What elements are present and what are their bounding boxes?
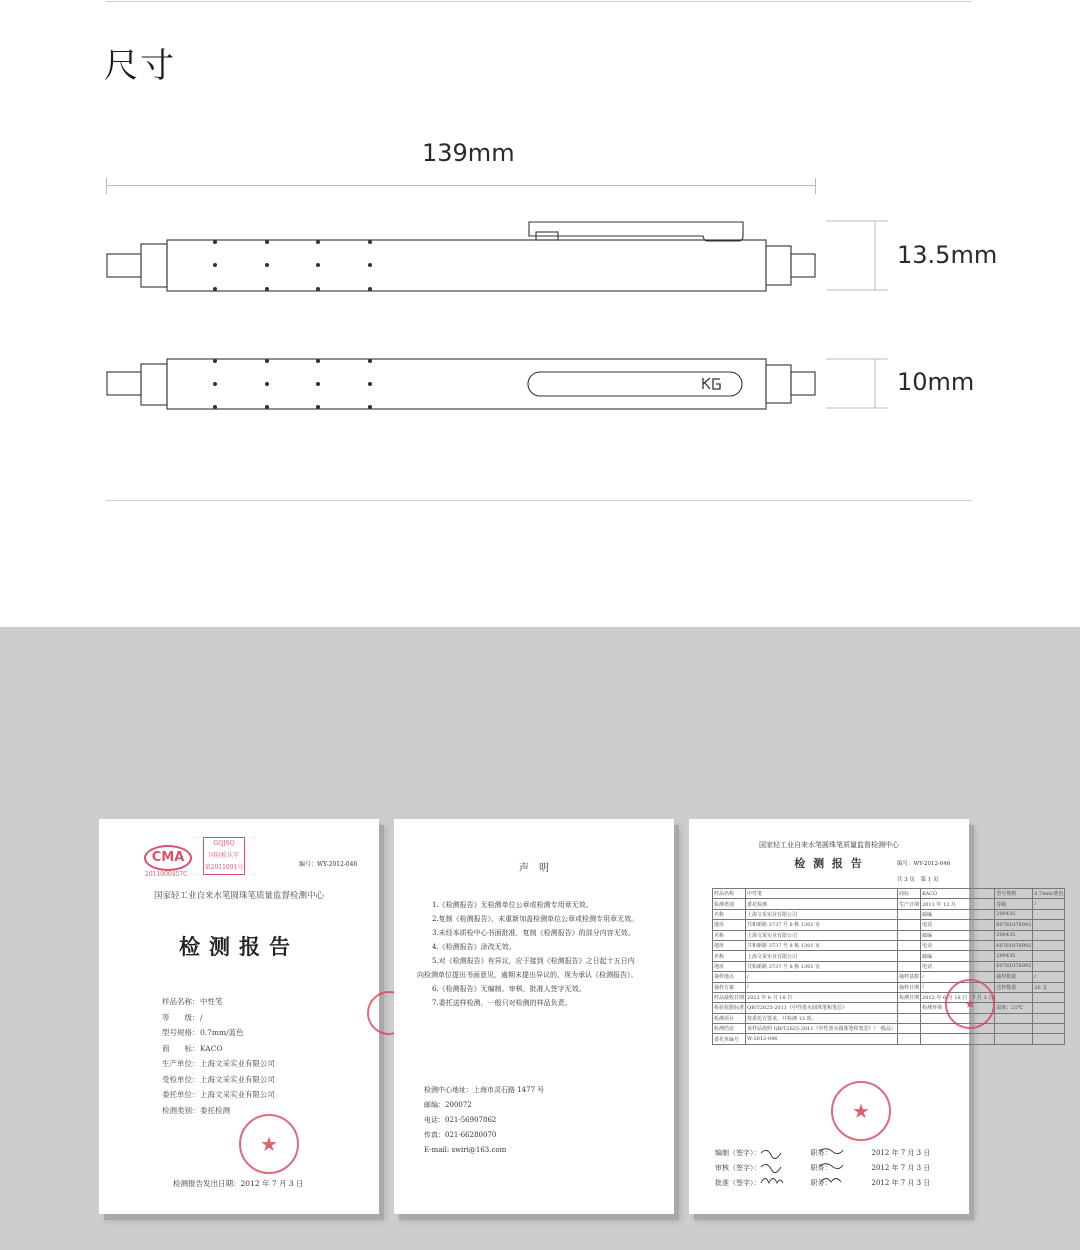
qs-stamp-line: GQJSQ bbox=[213, 840, 235, 847]
statement-item: 7.委托送样检测，一般只对检测的样品负责。 bbox=[432, 999, 572, 1007]
detail-table-cell bbox=[1033, 992, 1065, 1002]
field-row: 样品名称：中性笔 bbox=[162, 997, 223, 1006]
pen-grip-dots bbox=[213, 240, 372, 409]
detail-table-row bbox=[713, 1034, 1065, 1044]
statement-title: 声 明 bbox=[519, 863, 549, 874]
statement-item: 1.《检测报告》无检测单位公章或检测专用章无效。 bbox=[432, 901, 593, 909]
detail-table-row bbox=[713, 961, 1065, 971]
field-row: 受检单位：上海文采实业有限公司 bbox=[162, 1075, 275, 1084]
detail-table-row bbox=[713, 951, 1065, 961]
detail-table-cell: 上海文采实业有限公司 bbox=[746, 909, 898, 919]
detail-table-cell bbox=[898, 1034, 921, 1044]
detail-table-cell bbox=[995, 1013, 1033, 1023]
detail-table-cell: 名称 bbox=[713, 951, 746, 961]
contact-line: E-mail: swiri@163.com bbox=[424, 1146, 507, 1154]
cma-number: 2011000457C bbox=[145, 871, 188, 878]
detail-table-cell: 电话 bbox=[921, 961, 995, 971]
detail-table-cell: 检测日期 bbox=[898, 992, 921, 1002]
signature-row: 编制（签字）： 职务： 2012 年 7 月 3 日 bbox=[715, 1149, 931, 1157]
detail-table-cell: 20 支 bbox=[1033, 982, 1065, 992]
height-with-clip-label: 13.5mm bbox=[897, 241, 998, 269]
report-org: 国家轻工业自来水笔圆珠笔质量监督检测中心 bbox=[153, 891, 324, 901]
detail-table-cell bbox=[995, 1034, 1033, 1044]
statement-item: 2.复制《检测报告》，未重新加盖检测单位公章或检测专用章无效。 bbox=[432, 915, 639, 923]
contact-line: 邮编：200072 bbox=[424, 1101, 472, 1109]
detail-page-number: 共 3 页 第 1 页 bbox=[897, 877, 939, 883]
detail-table-cell: 名称 bbox=[713, 909, 746, 919]
detail-table-cell: 抽样方案 bbox=[713, 982, 746, 992]
detail-table-cell: / bbox=[921, 972, 995, 982]
report-serial: 编号：WY-2012-046 bbox=[299, 861, 358, 868]
detail-table-cell bbox=[995, 992, 1033, 1002]
section-title: 尺寸 bbox=[104, 46, 176, 86]
detail-table-cell bbox=[898, 930, 921, 940]
statement-item: 5.对《检测报告》有异议，应于接到《检测报告》之日起十五日内 bbox=[432, 957, 635, 965]
detail-table-cell bbox=[898, 961, 921, 971]
detail-table-cell: 送样数量 bbox=[995, 982, 1033, 992]
field-row: 等 级：/ bbox=[162, 1013, 203, 1022]
detail-table-cell: 名称 bbox=[713, 930, 746, 940]
length-tick-right bbox=[815, 178, 816, 194]
statement-item: 6.《检测报告》无编制、审核、批准人签字无效。 bbox=[432, 985, 586, 993]
report-title: 检测报告 bbox=[179, 934, 299, 959]
report-cover-page bbox=[99, 819, 379, 1214]
detail-table-cell: / bbox=[1033, 899, 1065, 909]
detail-table-cell bbox=[1033, 951, 1065, 961]
detail-table-cell: 委托检测 bbox=[746, 899, 898, 909]
detail-table-cell: 邮编 bbox=[921, 909, 995, 919]
contact-line: 电话：021-56907862 bbox=[424, 1116, 497, 1124]
detail-table-cell: 检测环境 bbox=[921, 1003, 995, 1013]
detail-seal-edge: ★ bbox=[945, 979, 995, 1029]
detail-table-cell bbox=[1033, 961, 1065, 971]
statement-item: 向检测单位提出书面意见，逾期未提出异议的，视为承认《检测报告》。 bbox=[417, 971, 638, 979]
detail-table-cell: 检测类别 bbox=[713, 899, 746, 909]
detail-table-cell bbox=[898, 940, 921, 950]
detail-table-cell bbox=[1033, 1013, 1065, 1023]
detail-table-cell: 电话 bbox=[921, 920, 995, 930]
pen-side-view bbox=[107, 222, 815, 291]
detail-table-cell: 200435 bbox=[995, 930, 1033, 940]
detail-table-cell: 60761076992 bbox=[995, 940, 1033, 950]
detail-table-cell bbox=[898, 951, 921, 961]
detail-table-row bbox=[713, 1013, 1065, 1023]
height-dimension-lines bbox=[826, 221, 888, 408]
detail-table-cell: 抽样数量 bbox=[995, 972, 1033, 982]
detail-table-row bbox=[713, 920, 1065, 930]
field-row: 检测类别：委托检测 bbox=[162, 1106, 230, 1115]
detail-table-cell: / bbox=[746, 982, 898, 992]
detail-table-cell: 2012 年 6 月 18 日 bbox=[746, 992, 898, 1002]
detail-table-cell bbox=[1033, 1003, 1065, 1013]
length-label: 139mm bbox=[422, 139, 515, 167]
contact-line: 传真：021-66280070 bbox=[424, 1131, 497, 1139]
detail-table-cell: 等级 bbox=[995, 899, 1033, 909]
statement-item: 4.《检测报告》涂改无效。 bbox=[432, 943, 516, 951]
detail-table-cell: / bbox=[921, 982, 995, 992]
signature-row: 审核（签字）： 职务： 2012 年 7 月 3 日 bbox=[715, 1164, 931, 1172]
detail-table-cell: 样品接收日期 bbox=[713, 992, 746, 1002]
contact-line: 检测中心地址：上海市灵石路 1477 号 bbox=[424, 1086, 545, 1094]
detail-table-cell: 2012 年 6 月 18 日 - 7 月 3 日 bbox=[921, 992, 995, 1002]
detail-table-cell bbox=[1033, 940, 1065, 950]
detail-table-cell bbox=[898, 1003, 921, 1013]
detail-table-cell: 温度：21℃ bbox=[995, 1003, 1033, 1013]
detail-table bbox=[712, 888, 1065, 1045]
detail-table-row bbox=[713, 940, 1065, 950]
detail-table-row bbox=[713, 909, 1065, 919]
statement-page bbox=[394, 819, 674, 1214]
detail-table-cell: 200435 bbox=[995, 909, 1033, 919]
detail-table-cell: 该样品按照 QB/T2625-2011《中性墨水圆珠笔和笔芯》（一般品） bbox=[746, 1024, 898, 1034]
length-tick-left bbox=[106, 178, 107, 194]
detail-table-cell: 检测项目 bbox=[713, 1013, 746, 1023]
detail-table-row bbox=[713, 889, 1065, 899]
detail-table-cell: 邮编 bbox=[921, 930, 995, 940]
bottom-divider bbox=[106, 500, 972, 501]
body-height-label: 10mm bbox=[897, 368, 975, 396]
detail-table-row bbox=[713, 1024, 1065, 1034]
handwritten-signatures bbox=[759, 1145, 889, 1195]
signature-row: 批准（签字）： 职务： 2012 年 7 月 3 日 bbox=[715, 1179, 931, 1187]
detail-table-cell: 按委托方要求，共检测 13 项。 bbox=[746, 1013, 898, 1023]
cma-logo: CMA bbox=[144, 845, 192, 871]
detail-table-cell: / bbox=[746, 972, 898, 982]
detail-table-cell bbox=[1033, 1024, 1065, 1034]
detail-org: 国家轻工业自来水笔圆珠笔质量监督检测中心 bbox=[759, 841, 899, 849]
detail-table-cell: 地址 bbox=[713, 940, 746, 950]
detail-table-cell bbox=[1033, 920, 1065, 930]
detail-table-row bbox=[713, 899, 1065, 909]
top-divider bbox=[106, 1, 972, 2]
qs-stamp-line: 国轻检认字 bbox=[208, 852, 239, 859]
detail-serial: 编号：WY-2012-046 bbox=[897, 861, 951, 867]
detail-table-cell: W-2012-046 bbox=[746, 1034, 898, 1044]
detail-table-cell: 抽样日期 bbox=[898, 982, 921, 992]
detail-table-cell: 生产日期 bbox=[898, 899, 921, 909]
report-detail-page bbox=[689, 819, 1064, 1214]
statement-item: 3.未经本质检中心书面批准，复制《检测报告》的部分内容无效。 bbox=[432, 929, 635, 937]
detail-table-cell: 商标 bbox=[898, 889, 921, 899]
detail-table-cell: 共和新路 3737 号 8 栋 1301 室 bbox=[746, 940, 898, 950]
detail-table-cell: 共和新路 3737 号 8 栋 1301 室 bbox=[746, 920, 898, 930]
detail-table-row bbox=[713, 930, 1065, 940]
detail-table-cell bbox=[1033, 930, 1065, 940]
detail-table-cell: KACO bbox=[921, 889, 995, 899]
detail-table-cell: 邮编 bbox=[921, 951, 995, 961]
detail-table-cell: 地址 bbox=[713, 961, 746, 971]
detail-table-row bbox=[713, 982, 1065, 992]
qs-stamp-line: 第2011091号 bbox=[204, 864, 244, 871]
issue-date: 检测报告发出日期：2012 年 7 月 3 日 bbox=[173, 1179, 304, 1188]
detail-table-cell bbox=[898, 1024, 921, 1034]
detail-table-cell: 200435 bbox=[995, 951, 1033, 961]
detail-table-cell: 地址 bbox=[713, 920, 746, 930]
detail-table-cell: 60761076992 bbox=[995, 920, 1033, 930]
detail-table-row bbox=[713, 972, 1065, 982]
detail-table-cell bbox=[1033, 909, 1065, 919]
detail-table-cell bbox=[1033, 1034, 1065, 1044]
detail-table-cell bbox=[921, 1034, 995, 1044]
detail-table-cell: 检验依据标准 bbox=[713, 1003, 746, 1013]
detail-table-cell: 抽样基数 bbox=[898, 972, 921, 982]
detail-table-cell bbox=[898, 909, 921, 919]
qs-stamp bbox=[203, 837, 245, 875]
detail-table-cell: 上海文采实业有限公司 bbox=[746, 930, 898, 940]
detail-table-cell: 抽样地点 bbox=[713, 972, 746, 982]
detail-table-cell: 电话 bbox=[921, 940, 995, 950]
length-dimension-line bbox=[106, 185, 816, 186]
official-seal: ★ bbox=[239, 1114, 299, 1174]
detail-table-row bbox=[713, 992, 1065, 1002]
field-row: 型号规格：0.7mm/蓝色 bbox=[162, 1028, 244, 1037]
detail-table-row bbox=[713, 1003, 1065, 1013]
detail-table-cell: 委托单编号 bbox=[713, 1034, 746, 1044]
detail-table-cell: 共和新路 3737 号 8 栋 1301 室 bbox=[746, 961, 898, 971]
detail-table-cell: 样品名称 bbox=[713, 889, 746, 899]
detail-table-cell bbox=[995, 1024, 1033, 1034]
field-row: 委托单位：上海文采实业有限公司 bbox=[162, 1090, 275, 1099]
field-row: 生产单位：上海文采实业有限公司 bbox=[162, 1059, 275, 1068]
detail-seal: ★ bbox=[831, 1081, 891, 1141]
detail-table-cell: 型号规格 bbox=[995, 889, 1033, 899]
detail-table-cell: 2011 年 12 月 bbox=[921, 899, 995, 909]
detail-table-cell: QB/T2625-2011《中性墨水圆珠笔和笔芯》 bbox=[746, 1003, 898, 1013]
detail-table-cell bbox=[898, 1013, 921, 1023]
detail-table-cell: 上海文采实业有限公司 bbox=[746, 951, 898, 961]
detail-table-cell: 60761076992 bbox=[995, 961, 1033, 971]
detail-table-cell: 检测结论 bbox=[713, 1024, 746, 1034]
detail-table-cell: / bbox=[1033, 972, 1065, 982]
detail-table-cell: 中性笔 bbox=[746, 889, 898, 899]
detail-table-cell bbox=[898, 920, 921, 930]
detail-title: 检 测 报 告 bbox=[794, 857, 864, 870]
detail-table-cell: 0.7mm/蓝色 bbox=[1033, 889, 1065, 899]
field-row: 商 标：KACO bbox=[162, 1044, 223, 1053]
